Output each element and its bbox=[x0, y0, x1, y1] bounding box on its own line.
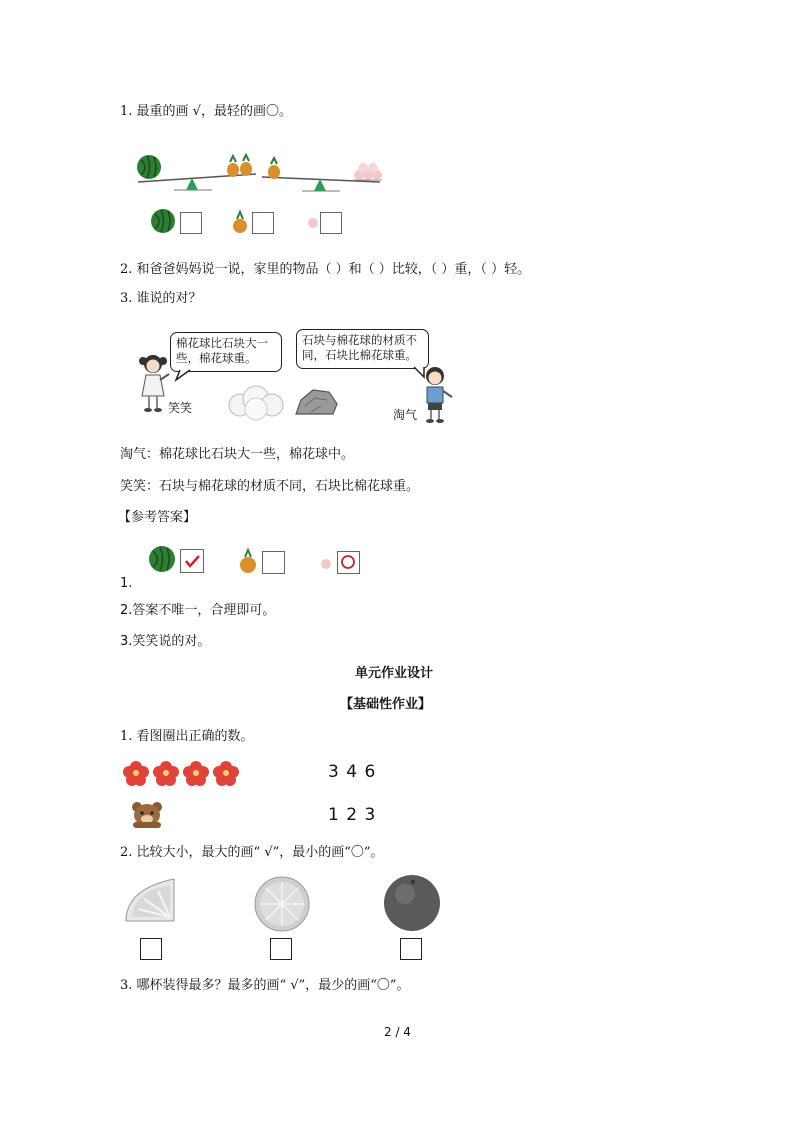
question-2: 2. 和爸爸妈妈说一说，家里的物品（ ）和（ ）比较，（ ）重，（ ）轻。 bbox=[120, 262, 531, 277]
girl-icon bbox=[136, 352, 170, 414]
answer-box-pineapple[interactable] bbox=[252, 212, 274, 234]
answer-box-orange-half[interactable] bbox=[270, 938, 292, 960]
answer-3: 3.笑笑说的对。 bbox=[120, 634, 211, 649]
bubble-left-line-1: 棉花球比石块大一 bbox=[176, 336, 268, 350]
unit-question-2: 2. 比较大小，最大的画“ √”，最小的画“〇”。 bbox=[120, 845, 384, 860]
taoqi-statement: 淘气：棉花球比石块大一些，棉花球中。 bbox=[120, 447, 355, 462]
answers-title: 【参考答案】 bbox=[118, 510, 197, 525]
peach-icon bbox=[305, 215, 321, 229]
answer-mark-watermelon bbox=[180, 549, 204, 573]
boy-name: 淘气 bbox=[393, 408, 418, 422]
orange-slice-icon bbox=[122, 877, 178, 923]
answer-box-peach[interactable] bbox=[320, 212, 342, 234]
answer-1: 1. bbox=[120, 576, 133, 591]
unit-question-3: 3. 哪杯装得最多？最多的画“ √”，最少的画“〇”。 bbox=[120, 978, 410, 993]
bubble-right-line-2: 同，石块比棉花球重。 bbox=[302, 348, 417, 362]
question-1: 1. 最重的画 √，最轻的画〇。 bbox=[120, 104, 292, 119]
bubble-left-tail bbox=[176, 370, 196, 382]
pineapple-icon bbox=[230, 210, 250, 234]
answer-2: 2.答案不唯一，合理即可。 bbox=[120, 603, 276, 618]
question-3: 3. 谁说的对？ bbox=[120, 291, 202, 306]
rock-icon bbox=[293, 386, 339, 418]
cotton-ball-icon bbox=[226, 385, 286, 421]
boy-icon bbox=[418, 364, 454, 424]
answer-box-orange-slice[interactable] bbox=[140, 938, 162, 960]
watermelon-icon bbox=[148, 545, 176, 573]
unit-title: 单元作业设计 bbox=[355, 666, 434, 681]
flower-icon bbox=[124, 760, 242, 786]
unit-subtitle: 【基础性作业】 bbox=[340, 697, 432, 712]
answer-mark-pineapple bbox=[262, 551, 285, 574]
watermelon-icon bbox=[150, 208, 176, 234]
orange-half-icon bbox=[254, 876, 310, 932]
pineapple-icon bbox=[237, 548, 259, 574]
girl-name: 笑笑 bbox=[168, 401, 193, 415]
circle-mark-icon bbox=[338, 552, 359, 573]
balance-scale-icon bbox=[134, 150, 394, 195]
bear-icon bbox=[130, 800, 164, 830]
speech-bubble-right bbox=[296, 329, 429, 369]
speech-bubble-left bbox=[170, 332, 282, 372]
unit-question-1: 1. 看图圈出正确的数。 bbox=[120, 729, 254, 744]
peach-icon bbox=[318, 556, 334, 570]
answer-box-orange-whole[interactable] bbox=[400, 938, 422, 960]
number-choices-row-2[interactable]: 1 2 3 bbox=[328, 805, 377, 825]
answer-mark-peach bbox=[337, 551, 360, 574]
orange-whole-icon bbox=[383, 874, 441, 932]
xiaoxiao-statement: 笑笑：石块与棉花球的材质不同，石块比棉花球重。 bbox=[120, 479, 420, 494]
bubble-left-line-2: 些，棉花球重。 bbox=[176, 351, 257, 365]
number-choices-row-1[interactable]: 3 4 6 bbox=[328, 762, 377, 782]
check-icon bbox=[181, 550, 203, 572]
page-number: 2 / 4 bbox=[384, 1025, 411, 1039]
answer-box-watermelon[interactable] bbox=[180, 212, 202, 234]
bubble-right-line-1: 石块与棉花球的材质不 bbox=[302, 333, 417, 347]
